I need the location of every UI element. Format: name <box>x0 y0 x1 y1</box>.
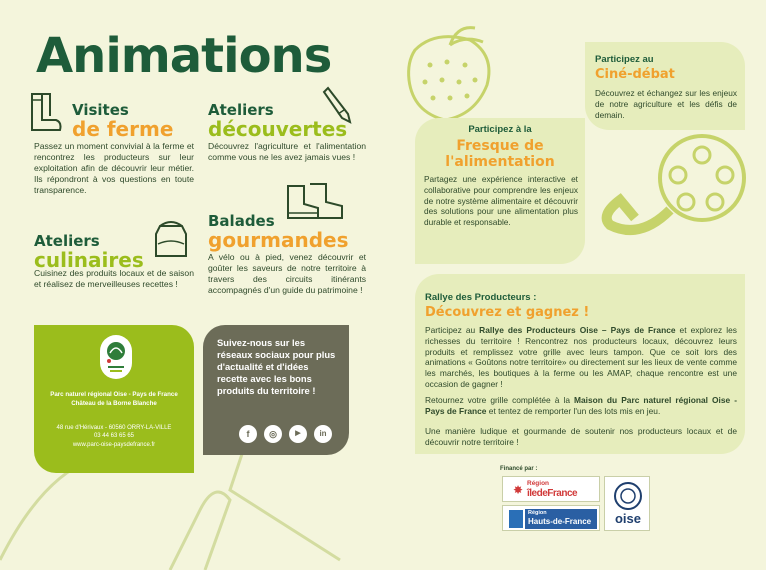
balades-line1: Balades <box>208 212 275 230</box>
region-idf-small: Région <box>527 480 550 487</box>
region-idf-logo <box>502 476 600 502</box>
fresque-title-line2: l'alimentation <box>445 154 555 170</box>
social-text: Suivez-nous sur les réseaux sociaux pour plus d'actualité et d'idées recette avec les bons produits du territoire ! <box>217 337 336 396</box>
park-website-link[interactable]: www.parc-oise-paysdefrance.fr <box>72 442 156 448</box>
hiking-boots-icon <box>282 180 348 224</box>
fresque-title-line1: Fresque de <box>456 138 544 154</box>
cine-panel <box>585 42 745 130</box>
decouvertes-line1: Ateliers <box>208 101 274 119</box>
rallye-paragraph-3: Une manière ludique et gourmande de soutenir nos producteurs locaux et de découvrir notre territoire ! <box>425 426 737 447</box>
rallye-p1-b: Rallye des Producteurs Oise – Pays de France <box>479 325 676 335</box>
visites-text: Passez un moment convivial à la ferme et rencontrez les producteurs sur leur exploitation afin de découvrir leur métier. Ils répondront à vos questions en toute transparence. <box>34 141 194 195</box>
youtube-icon[interactable]: ▶ <box>289 425 307 443</box>
pencil-icon <box>322 84 354 124</box>
region-hdf-logo <box>502 505 600 531</box>
visites-heading <box>72 102 173 140</box>
park-place: Château de la Borne Blanche <box>71 400 157 407</box>
park-name: Parc naturel régional Oise - Pays de France <box>50 391 178 398</box>
park-street: 48 rue d'Hérivaux - 60560 ORRY-LA-VILLE <box>56 425 172 431</box>
fresque-text: Partagez une expérience interactive et collaborative pour comprendre les enjeux de notre système alimentaire et découvrir des solutions pour une alimentation plus durable et responsable. <box>424 174 578 228</box>
rallye-kicker: Rallye des Producteurs : <box>425 292 537 303</box>
strawberry-illustration <box>395 20 505 130</box>
film-reel-illustration <box>590 130 750 270</box>
rallye-p2-c: et tentez de remporter l'un des lots mis en jeu. <box>486 405 661 416</box>
rallye-p2-b: Maison du Parc naturel régional Oise - Pays de France <box>425 395 737 416</box>
culinaires-heading <box>34 233 144 271</box>
visites-line1: Visites <box>72 101 129 119</box>
oise-wordmark: oise <box>614 511 641 526</box>
rain-boots-icon <box>24 90 70 136</box>
visites-line2: de ferme <box>72 117 174 141</box>
social-card <box>203 325 349 455</box>
park-address-card <box>34 325 194 473</box>
region-hdf-small: Région <box>528 510 547 516</box>
page-title: Animations <box>36 28 332 84</box>
park-phone: 03 44 63 65 65 <box>93 433 135 439</box>
oise-emblem-icon <box>611 481 645 511</box>
rallye-p2-a: Retournez votre grille complétée à la <box>425 395 575 405</box>
rallye-paragraph-2 <box>425 395 737 417</box>
rallye-panel <box>415 274 745 454</box>
hdf-label-box <box>525 509 597 529</box>
rallye-p1-a: Participez au <box>425 325 480 335</box>
cine-title: Ciné-débat <box>595 67 675 82</box>
rallye-paragraph-1 <box>425 325 737 390</box>
balades-text: A vélo ou à pied, venez découvrir et goûter les saveurs de notre territoire à travers des circuits itinérants accompagnés d'un guide du patrimoine ! <box>208 252 366 295</box>
star-icon: ✸ <box>513 483 524 497</box>
fresque-title <box>415 138 585 170</box>
fresque-kicker: Participez à la <box>468 124 532 135</box>
rallye-title: Découvrez et gagnez ! <box>425 305 590 320</box>
cine-text: Découvrez et échangez sur les enjeux de notre agriculture et les défis de demain. <box>595 88 737 120</box>
cine-kicker: Participez au <box>595 54 654 65</box>
balades-line2: gourmandes <box>208 228 349 252</box>
facebook-icon[interactable]: f <box>239 425 257 443</box>
jar-icon <box>150 214 192 260</box>
instagram-icon[interactable]: ◎ <box>264 425 282 443</box>
region-idf-big: îledeFrance <box>527 488 578 499</box>
culinaires-text: Cuisinez des produits locaux et de saison et réalisez de merveilleuses recettes ! <box>34 268 194 289</box>
funders-label: Financé par : <box>500 466 538 472</box>
decouvertes-line2: découvertes <box>208 117 348 141</box>
park-logo <box>100 335 132 379</box>
culinaires-line2: culinaires <box>34 248 144 272</box>
region-hdf-big: Hauts-de-France <box>528 517 592 526</box>
oise-logo <box>604 476 650 531</box>
hdf-map-icon <box>509 510 523 528</box>
park-logo-mark-icon <box>100 335 132 379</box>
culinaires-line1: Ateliers <box>34 232 100 250</box>
fresque-panel <box>415 118 585 264</box>
decouvertes-text: Découvrez l'agriculture et l'alimentation comme vous ne les avez jamais vues ! <box>208 141 366 162</box>
linkedin-icon[interactable]: in <box>314 425 332 443</box>
social-icons <box>239 425 332 443</box>
rallye-p1-c: et explorez les richesses du territoire ! Rencontrez nos producteurs locaux, découvrez leurs produits et remplissez votre grille avec leurs tampon. Que ce soit lors des animations « Goûtons notre territoire» ou directement sur les lieux de vente comme les marchés, les boutiques à la ferme ou les AMAP, chaque rencontre est une occasion de gagner ! <box>425 325 737 389</box>
